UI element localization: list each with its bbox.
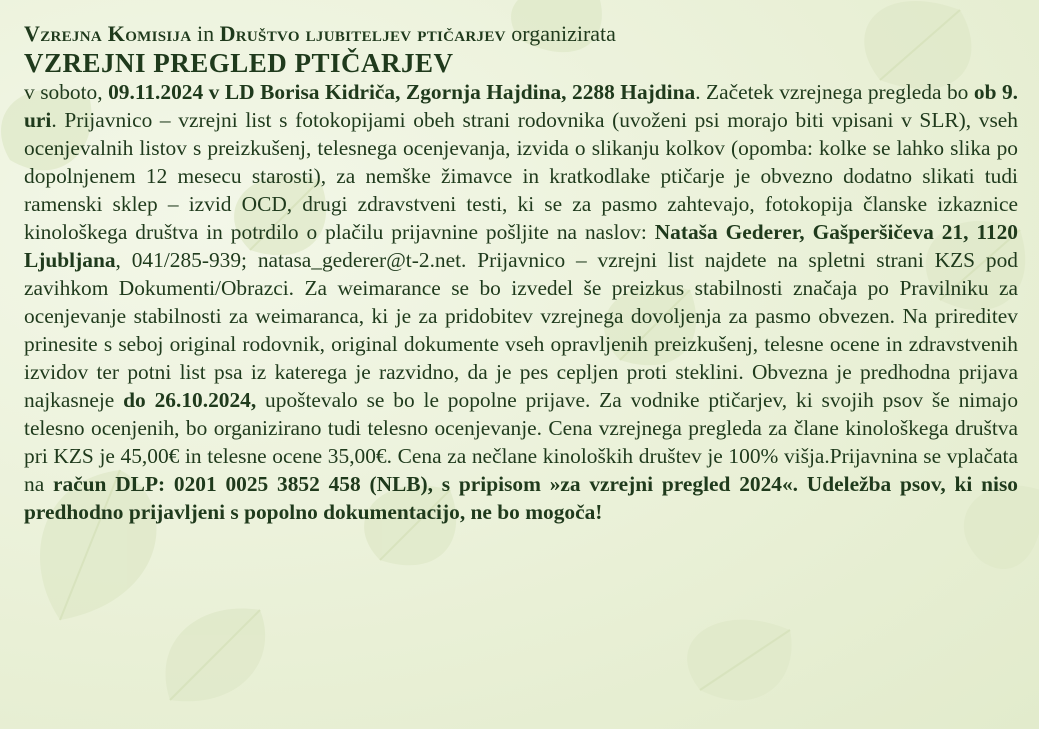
organizer-line — [24, 20, 1018, 48]
body-text-1: v soboto, — [24, 80, 109, 104]
body-text-2: . Začetek vzrejnega pregleda bo — [695, 80, 974, 104]
deadline: do 26.10.2024, — [123, 388, 257, 412]
page-title: VZREJNI PREGLED PTIČARJEV — [24, 48, 454, 78]
start-time: ob 9. uri — [24, 80, 1019, 132]
organizer-1: Vzrejna Komisija — [24, 21, 192, 46]
body-paragraph — [24, 78, 1018, 526]
organizer-2: Društvo ljubiteljev ptičarjev — [219, 21, 506, 46]
event-date-location: 09.11.2024 v LD Borisa Kidriča, Zgornja Hajdina, 2288 Hajdina — [108, 80, 696, 104]
contact-address: Nataša Gederer, Gašperšičeva 21, 1120 Ljubljana — [24, 220, 1018, 272]
body-text-3: . Prijavnico – vzrejni list s fotokopijami obeh strani rodovnika (uvoženi psi morajo biti vpisani v SLR), vseh ocenjevalnih listov s preizkušenj, telesnega ocenjevanja, izvida o slikanju kolkov (opomba: kolke se lahko slika po dopolnjenem 12 mesecu starosti), za nemške žimavce in kratkodlake ptičarje je obvezno dodatno slikati tudi ramenski sklep – izvid OCD, drugi zdravstveni testi, ki se za pasmo zahtevajo, fotokopija članske izkaznice kinološkega društva in potrdilo o plačilu prijavnine pošljite na naslov: — [24, 108, 1018, 244]
body-text-5: upoštevalo se bo le popolne prijave. Za vodnike ptičarjev, ki svojih psov še nimajo telesno ocenjenih, bo organizirano tudi telesno ocenjevanje. Cena vzrejnega pregleda za člane kinološkega društva pri KZS je 45,00€ in telesne ocene 35,00€. Cena za nečlane kinoloških društev je 100% višja.Prijavnina se vplačata na — [24, 388, 1019, 496]
notice-content — [24, 20, 1018, 526]
organizer-verb: organizirata — [511, 21, 616, 46]
conjunction: in — [196, 21, 215, 46]
payment-details: račun DLP: 0201 0025 3852 458 (NLB), s pripisom »za vzrejni pregled 2024«. Udeležba psov, ki niso predhodno prijavljeni s popolno dokumentacijo, ne bo mogoča! — [24, 472, 1018, 524]
body-text-4: , 041/285-939; natasa_gederer@t-2.net. Prijavnico – vzrejni list najdete na spletni strani KZS pod zavihkom Dokumenti/Obrazci. Za weimarance se bo izvedel še preizkus stabilnosti značaja po Pravilniku za ocenjevanje stabilnosti za weimaranca, ki je za pridobitev vzrejnega dovoljenja za pasmo obvezen. Na prireditev prinesite s seboj original rodovnik, original dokumente vseh opravljenih preizkušenj, telesne ocene in zdravstvenih izvidov ter potni list psa iz katerega je razvidno, da je pes cepljen proti steklini. Obvezna je predhodna prijava najkasneje — [24, 248, 1018, 412]
